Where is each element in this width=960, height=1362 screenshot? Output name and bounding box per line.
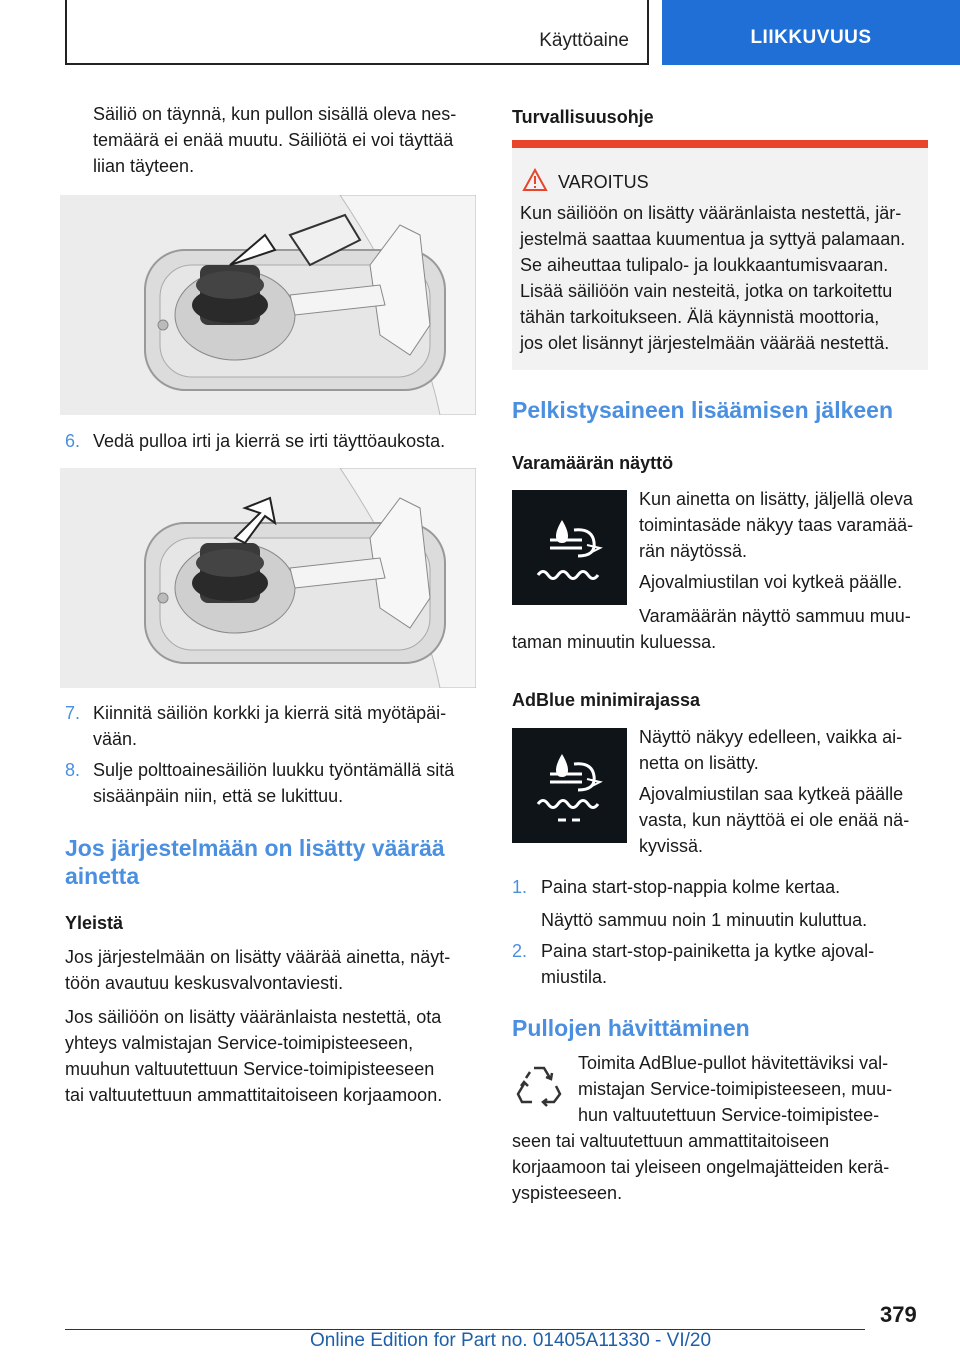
reserve-paragraph-2: Ajovalmiustilan voi kytkeä päälle.: [639, 572, 903, 592]
subheading-general: Yleistä: [65, 913, 124, 933]
minimum-display-icon: [512, 728, 627, 843]
warning-bar: [512, 140, 928, 148]
general-paragraph-1: Jos järjestelmään on lisätty väärää ainetta, näyt- töön avautuu keskusvalvontaviesti.: [65, 947, 451, 993]
warning-text: Kun säiliöön on lisätty vääränlaista nestettä, jär- jestelmä saattaa kuumentua ja syttyä palamaan. Se aiheuttaa tulipalo- ja loukkaantumisvaaran. Lisää säiliöön vain nesteitä, jotka on tarkoitettu tähän tarkoitukseen. Älä käynnistä moottoria, jos olet lisännyt järjestelmään väärää nestettä.: [520, 203, 906, 353]
disposal-paragraph: Toimita AdBlue-pullot hävitettäviksi val- mistajan Service-toimipisteeseen, muu- hun valtuutettuun Service-toimipistee- seen tai valtuutettuun ammattitaitoiseen korjaamoon tai yleiseen ongelmajätteiden kerä- yspisteeseen.: [512, 1053, 893, 1203]
warning-box: [512, 148, 928, 370]
step-1-note: Näyttö sammuu noin 1 minuutin kuluttua.: [541, 910, 868, 930]
chapter-tab[interactable]: LIIKKUVUUS: [662, 0, 960, 65]
step-7: 7. Kiinnitä säiliön korkki ja kierrä sitä myötäpäi- vään.: [65, 703, 447, 749]
step-1: 1. Paina start-stop-nappia kolme kertaa.: [512, 877, 841, 897]
heading-disposal: Pullojen hävittäminen: [512, 1015, 750, 1041]
footer-edition: Online Edition for Part no. 01405A11330 - VI/20: [310, 1330, 712, 1351]
minimum-paragraph-1: Näyttö näkyy edelleen, vaikka ai- netta on lisätty.: [639, 727, 903, 773]
subheading-minimum: AdBlue minimirajassa: [512, 690, 701, 710]
reserve-paragraph-3: Varamäärän näyttö sammuu muu- taman minuutin kuluessa.: [512, 606, 911, 652]
heading-wrong-fluid: Jos järjestelmään on lisätty väärää ainetta: [65, 835, 445, 889]
step-6: 6. Vedä pulloa irti ja kierrä se irti täyttöaukosta.: [65, 431, 446, 451]
heading-after-adding: Pelkistysaineen lisäämisen jälkeen: [512, 397, 894, 423]
bottle-remove-photo: [60, 468, 476, 688]
warning-label: VAROITUS: [558, 172, 649, 192]
page-number: 379: [880, 1302, 917, 1327]
reserve-paragraph-1: Kun ainetta on lisätty, jäljellä oleva toimintasäde näkyy taas varamää- rän näytössä.: [639, 489, 914, 561]
warning-triangle-icon: [522, 168, 548, 197]
header-section-box: [65, 0, 649, 65]
reserve-display-icon: [512, 490, 627, 605]
minimum-paragraph-2: Ajovalmiustilan saa kytkeä päälle vasta, kun näyttöä ei ole enää nä- kyvissä.: [639, 784, 910, 856]
step-2: 2. Paina start-stop-painiketta ja kytke ajoval- miustila.: [512, 941, 875, 987]
subheading-reserve: Varamäärän näyttö: [512, 453, 674, 473]
intro-paragraph: Säiliö on täynnä, kun pullon sisällä oleva nes- temäärä ei enää muutu. Säiliötä ei voi täyttää liian täyteen.: [93, 104, 457, 176]
safety-title: Turvallisuusohje: [512, 107, 654, 127]
bottle-insert-photo: [60, 195, 476, 415]
header-section-title: Käyttöaine: [539, 30, 629, 51]
general-paragraph-2: Jos säiliöön on lisätty vääränlaista nestettä, ota yhteys valmistajan Service-toimipisteeseen, muuhun valtuutettuun Service-toimipisteeseen tai valtuutettuun ammattitaitoiseen korjaamoon.: [65, 1007, 443, 1105]
step-8: 8. Sulje polttoainesäiliön luukku työntämällä sitä sisäänpäin niin, että se lukittuu.: [65, 760, 455, 806]
